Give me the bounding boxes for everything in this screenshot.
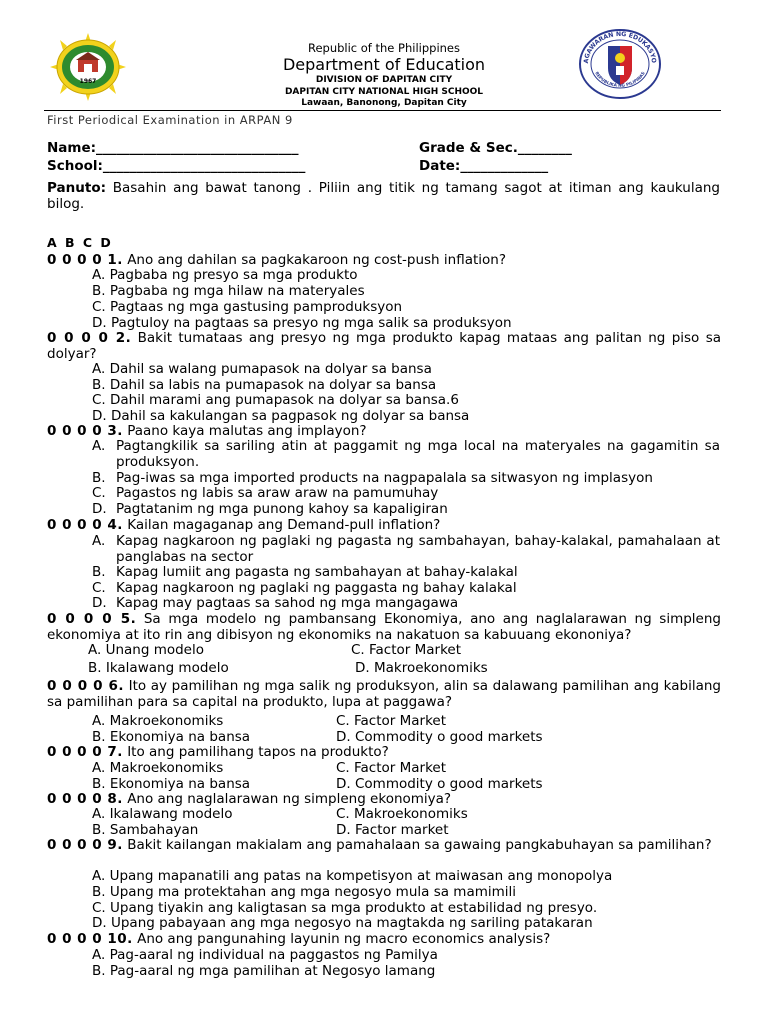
question-10	[47, 932, 721, 948]
answer-bubbles[interactable]: 0 0 0 0 10.	[47, 931, 133, 947]
option-d-letter: D.	[92, 595, 107, 611]
option-a: A. Unang modelo	[88, 642, 205, 658]
option-b: Kapag lumiit ang pagasta ng sambahayan at bahay-kalakal	[116, 564, 518, 580]
question-text: Ito ay pamilihan ng mga salik ng produksyon, alin sa dalawang pamilihan ang kabilang sa pamilihan para sa capital na produkto, lupa at paggawa?	[47, 678, 721, 710]
option-b: B. Ekonomiya na bansa	[92, 729, 251, 745]
division-heading: DIVISION OF DAPITAN CITY	[315, 75, 453, 85]
answer-bubbles[interactable]: 0 0 0 0 9.	[47, 837, 123, 853]
seal-year: 1967	[79, 78, 97, 85]
question-text: Ano ang pangunahing layunin ng macro economics analysis?	[132, 931, 551, 947]
option-c: Kapag nagkaroon ng paglaki ng paggasta ng bahay kalakal	[116, 580, 517, 596]
question-text: Ano ang naglalarawan ng simpleng ekonomiya?	[122, 791, 452, 807]
option-d: D. Makroekonomiks	[355, 660, 488, 676]
instructions-text: Basahin ang bawat tanong . Piliin ang titik ng tamang sagot at itiman ang kaukulang bilog.	[47, 180, 720, 212]
answer-bubbles[interactable]: 0 0 0 0 5.	[47, 611, 137, 627]
option-c-letter: C.	[92, 580, 106, 596]
question-text: Ano ang dahilan sa pagkakaroon ng cost-push inflation?	[122, 252, 506, 268]
option-a: A. Ikalawang modelo	[92, 806, 233, 822]
option-d: Kapag may pagtaas sa sahod ng mga mangagawa	[116, 595, 459, 611]
option-a-letter: A.	[92, 533, 106, 549]
option-a: A. Makroekonomiks	[92, 760, 224, 776]
question-5	[47, 612, 721, 643]
option-c: Pagastos ng labis sa araw araw na pamumuhay	[116, 485, 439, 501]
exam-title: First Periodical Examination in ARPAN 9	[47, 113, 293, 127]
instructions	[47, 180, 720, 212]
option-b-letter: B.	[92, 470, 106, 486]
option-a-letter: A.	[92, 438, 106, 454]
option-a: A. Makroekonomiks	[92, 713, 224, 729]
answer-bubbles[interactable]: 0 0 0 0 4.	[47, 517, 123, 533]
option-a: A. Upang mapanatili ang patas na kompetisyon at maiwasan ang monopolya	[92, 868, 613, 884]
answer-bubbles[interactable]: 0 0 0 0 1.	[47, 252, 123, 268]
option-a: A. Dahil sa walang pumapasok na dolyar sa bansa	[92, 361, 432, 377]
option-d: D. Commodity o good markets	[336, 776, 543, 792]
question-7	[47, 745, 721, 761]
answer-bubbles[interactable]: 0 0 0 0 2.	[47, 330, 132, 346]
option-c: C. Factor Market	[336, 760, 447, 776]
option-b-letter: B.	[92, 564, 106, 580]
school-field[interactable]: School:______________________________	[47, 158, 306, 174]
option-d: Pagtatanim ng mga punong kahoy sa kapaligiran	[116, 501, 448, 517]
answer-bubbles[interactable]: 0 0 0 0 6.	[47, 678, 125, 694]
date-field[interactable]: Date:_____________	[419, 158, 549, 174]
option-b: B. Pagbaba ng mga hilaw na materyales	[92, 283, 365, 299]
question-text: Kailan magaganap ang Demand-pull inflation?	[122, 517, 441, 533]
option-c-letter: C.	[92, 485, 106, 501]
option-d: D. Factor market	[336, 822, 449, 838]
question-text: Bakit tumataas ang presyo ng mga produkto kapag mataas ang palitan ng piso sa dolyar?	[47, 330, 721, 362]
option-b: B. Ekonomiya na bansa	[92, 776, 251, 792]
question-text: Bakit kailangan makialam ang pamahalaan sa gawaing pangkabuhayan sa pamilihan?	[122, 837, 712, 853]
name-field[interactable]: Name:______________________________	[47, 140, 299, 156]
instructions-label: Panuto:	[47, 180, 106, 196]
deped-arc-subtext: REPUBLIKA NG PILIPINAS	[594, 70, 646, 88]
question-text: Paano kaya malutas ang implayon?	[122, 423, 367, 439]
option-b: Pag-iwas sa mga imported products na nagpapalala sa sitwasyon ng implasyon	[116, 470, 653, 486]
header-divider	[44, 110, 721, 111]
option-b: B. Upang ma protektahan ang mga negosyo mula sa mamimili	[92, 884, 517, 900]
option-d: D. Commodity o good markets	[336, 729, 543, 745]
option-c: C. Dahil marami ang pumapasok na dolyar sa bansa.6	[92, 392, 459, 408]
option-a: Kapag nagkaroon ng paglaki ng pagasta ng sambahayan, bahay-kalakal, pamahalaan at panglabas na sector	[116, 533, 720, 565]
answer-bubbles[interactable]: 0 0 0 0 8.	[47, 791, 123, 807]
option-c: C. Makroekonomiks	[336, 806, 468, 822]
question-4	[47, 518, 721, 534]
option-a: A. Pag-aaral ng individual na paggastos ng Pamilya	[92, 947, 438, 963]
option-b: B. Pag-aaral ng mga pamilihan at Negosyo lamang	[92, 963, 436, 979]
option-d-letter: D.	[92, 501, 107, 517]
option-c: C. Pagtaas ng mga gastusing pamproduksyon	[92, 299, 403, 315]
option-a: A. Pagbaba ng presyo sa mga produkto	[92, 267, 358, 283]
option-c: C. Factor Market	[351, 642, 462, 658]
answer-bubbles[interactable]: 0 0 0 0 3.	[47, 423, 123, 439]
republic-heading: Republic of the Philippines	[307, 41, 461, 55]
school-seal-logo	[50, 33, 126, 101]
option-d: D. Pagtuloy na pagtaas sa presyo ng mga salik sa produksyon	[92, 315, 512, 331]
deped-arc-text: AGAWARAN NG EDUKASYO	[582, 30, 658, 64]
address-heading: Lawaan, Banonong, Dapitan City	[301, 98, 467, 108]
question-text: Sa mga modelo ng pambansang Ekonomiya, ano ang naglalarawan ng simpleng ekonomiya at ito rin ang dibisyon ng ekonomiks na nakatuon sa kabuuang ekononiya?	[47, 611, 721, 643]
department-heading: Department of Education	[282, 55, 486, 74]
school-heading: DAPITAN CITY NATIONAL HIGH SCHOOL	[284, 87, 484, 97]
question-9	[47, 838, 721, 854]
option-d: D. Upang pabayaan ang mga negosyo na magtakda ng sariling patakaran	[92, 915, 593, 931]
option-a: Pagtangkilik sa sariling atin at paggamit ng mga local na materyales na gagamitin sa produksyon.	[116, 438, 720, 470]
deped-seal-logo	[578, 28, 662, 100]
question-text: Ito ang pamilihang tapos na produkto?	[122, 744, 389, 760]
option-b: B. Sambahayan	[92, 822, 199, 838]
option-b: B. Dahil sa labis na pumapasok na dolyar sa bansa	[92, 377, 437, 393]
option-c: C. Upang tiyakin ang kaligtasan sa mga produkto at estabilidad ng presyo.	[92, 900, 598, 916]
option-d: D. Dahil sa kakulangan sa pagpasok ng dolyar sa bansa	[92, 408, 470, 424]
question-2	[47, 331, 721, 362]
answer-column-header: A B C D	[47, 235, 113, 250]
grade-section-field[interactable]: Grade & Sec.________	[419, 140, 572, 156]
option-c: C. Factor Market	[336, 713, 447, 729]
answer-bubbles[interactable]: 0 0 0 0 7.	[47, 744, 123, 760]
option-b: B. Ikalawang modelo	[88, 660, 229, 676]
question-6	[47, 679, 721, 710]
